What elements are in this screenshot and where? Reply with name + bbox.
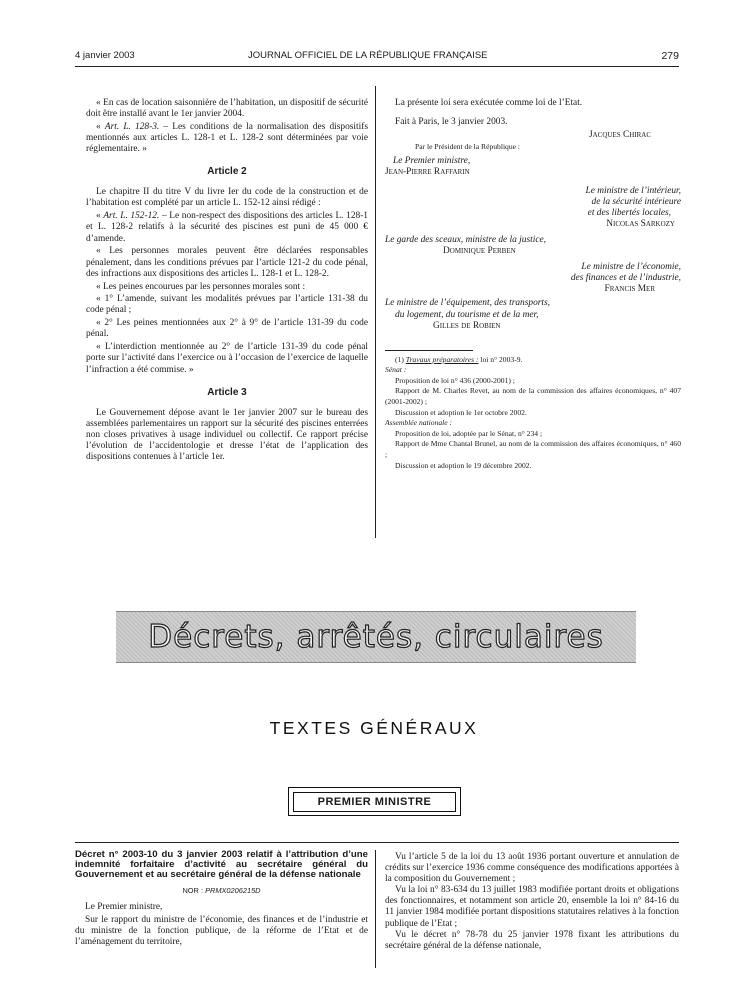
paragraph: « Les personnes morales peuvent être déclarées responsables pénalement, dans les conditions prévues par l’article 121-2 du code pénal, des infractions aux dispositions des articles L. 128-1 et L. 128-2. [86,246,368,279]
paragraph: Vu la loi n° 83-634 du 13 juillet 1983 modifiée portant droits et obligations des fonctionnaires, et notamment son article 20, ensemble la loi n° 84-16 du 11 janvier 1984 modifiée portant dispositions statutaires relatives à la fonction publique de l’Etat ; [385,885,679,929]
paragraph: Sur le rapport du ministre de l’économie, des finances et de l’industrie et du ministre de la fonction publique, de la réforme de l’Etat et de l’aménagement du territoire, [75,914,368,947]
footnote-law: loi n° 2003-9. [478,354,523,364]
column-divider [375,850,376,968]
footnote-item: Rapport de Mme Chantal Brunel, au nom de la commission des affaires économiques, n° 460 ; [385,439,681,460]
page-number: 279 [661,50,679,62]
ministry-box [288,787,461,816]
footnote-section-label: Assemblée nationale : [385,418,453,428]
header-journal-title: JOURNAL OFFICIEL DE LA RÉPUBLIQUE FRANÇAISE [248,50,488,61]
signature-name: Jean-Pierre Raffarin [385,167,470,178]
paragraph: Fait à Paris, le 3 janvier 2003. [395,117,508,128]
section-title: TEXTES GÉNÉRAUX [269,718,479,738]
decree-left-column [75,850,368,948]
article-ref: Art. L. 128-3. [104,121,160,132]
signature-by-line: Par le Président de la République : [415,142,521,152]
section-banner-text: Décrets, arrêtés, circulaires [148,619,604,655]
footnote-section-label: Sénat : [385,365,407,375]
left-column [86,98,368,463]
paragraph: « L’interdiction mentionnée au 2° de l’article 131-39 du code pénal porte sur l’activité dans l’exercice ou à l’occasion de l’exercice de laquelle l’infraction a été commise. » [86,342,368,375]
paragraph: Vu l’article 5 de la loi du 13 août 1936 portant ouverture et annulation de crédits sur l’exercice 1936 comme conséquence des modifications apportées à la composition du Gouvernement ; [385,852,679,885]
nor-label: NOR : [182,885,206,895]
footnote-item: Discussion et adoption le 19 décembre 2002. [395,460,532,470]
footnote-number: (1) [395,354,404,364]
signature-title: des finances et de l’industrie, [570,273,681,284]
paragraph: « Les peines encourues par les personnes morales sont : [96,281,306,292]
signature-title: de la sécurité intérieure [591,196,681,207]
footnote [385,355,681,472]
footnote-item: Proposition de loi n° 436 (2000-2001) ; [395,375,515,385]
nor-reference [75,885,368,896]
signature-title: Le ministre de l’intérieur, [585,185,681,196]
paragraph-text: – Le non-respect des dispositions des articles L. 128-1 et L. 128-2 relatifs à la sécurité des piscines est puni de 45 000 € d’amende. [86,211,368,244]
paragraph: « En cas de location saisonnière de l’habitation, un dispositif de sécurité doit être installé avant le 1er janvier 2004. [86,98,368,120]
signature-name: Gilles de Robien [433,320,501,331]
signature-name: Dominique Perben [443,246,516,257]
header-rule [75,66,679,67]
paragraph: « Art. L. 128-3. – Les conditions de la normalisation des dispositifs mentionnés aux articles L. 128-1 et L. 128-2 sont déterminées par voie réglementaire. » [86,121,369,155]
signature-name: Nicolas Sarkozy [606,218,675,229]
footnote-rule [385,350,473,351]
paragraph: Le chapitre II du titre V du livre Ier du code de la construction et de l’habitation est complété par un article L. 152-12 ainsi rédigé : [86,187,368,209]
article-3-heading: Article 3 [207,386,247,398]
signature-title: du logement, du tourisme et de la mer, [395,309,539,320]
right-column [385,98,681,471]
signature-title: Le Premier ministre, [393,156,471,167]
ministry-box-label: PREMIER MINISTRE [293,792,456,812]
paragraph: Le Premier ministre, [85,901,163,912]
nor-code: PRMX0206215D [205,885,261,895]
decree-title: Décret n° 2003-10 du 3 janvier 2003 relatif à l’attribution d’une indemnité forfaitaire d’activité au secrétaire général du Gouvernement et au secrétaire général de la défense nationale [75,849,368,881]
signature-title: Le garde des sceaux, ministre de la justice, [385,234,546,245]
footnote-item: Rapport de M. Charles Revet, au nom de la commission des affaires économiques, n° 407 (2001-2002) ; [385,386,681,407]
signature-title: Le ministre de l’équipement, des transports, [385,298,551,309]
footnote-item: Proposition de loi, adoptée par le Sénat, n° 234 ; [395,428,543,438]
article-2-heading: Article 2 [207,166,247,178]
paragraph: La présente loi sera exécutée comme loi de l’Etat. [395,98,583,108]
paragraph: « 2° Les peines mentionnées aux 2° à 9° de l’article 131-39 du code pénal. [86,318,368,340]
footnote-ref [385,355,681,366]
section-rule [75,842,679,843]
signature-name: Francis Mer [604,284,655,295]
decree-right-column [385,852,679,952]
footnote-item: Discussion et adoption le 1er octobre 2002. [395,407,527,417]
signature-title: et des libertés locales, [587,207,671,218]
signature-title: Le ministre de l’économie, [581,262,681,273]
paragraph: « Art. L. 152-12. – Le non-respect des dispositions des articles L. 128-1 et L. 128-2 relatifs à la sécurité des piscines est puni de 45 000 € d’amende. [86,211,368,244]
paragraph: Le Gouvernement dépose avant le 1er janvier 2007 sur le bureau des assemblées parlementaires un rapport sur la sécurité des piscines enterrées non closes privatives à usage individuel ou collectif. Ce rapport précise l’évolution de l’accidentologie et dresse l’état de l’application des dispositions contenues à l’article 1er. [86,407,368,463]
header-date: 4 janvier 2003 [75,50,135,61]
travaux-link[interactable]: Travaux préparatoires : [405,354,479,364]
article-ref: Art. L. 152-12. [103,211,160,222]
column-divider [375,86,376,538]
paragraph-text: – Les conditions de la normalisation des dispositifs mentionnés aux articles L. 128-1 et L. 128-2 sont déterminées par voie réglementaire. » [86,121,369,155]
signature-president: Jacques Chirac [588,130,651,141]
section-banner [116,611,636,663]
paragraph: Vu le décret n° 78-78 du 25 janvier 1978 fixant les attributions du secrétaire général de la défense nationale, [385,929,679,951]
paragraph: « 1° L’amende, suivant les modalités prévues par l’article 131-38 du code pénal ; [86,294,368,316]
